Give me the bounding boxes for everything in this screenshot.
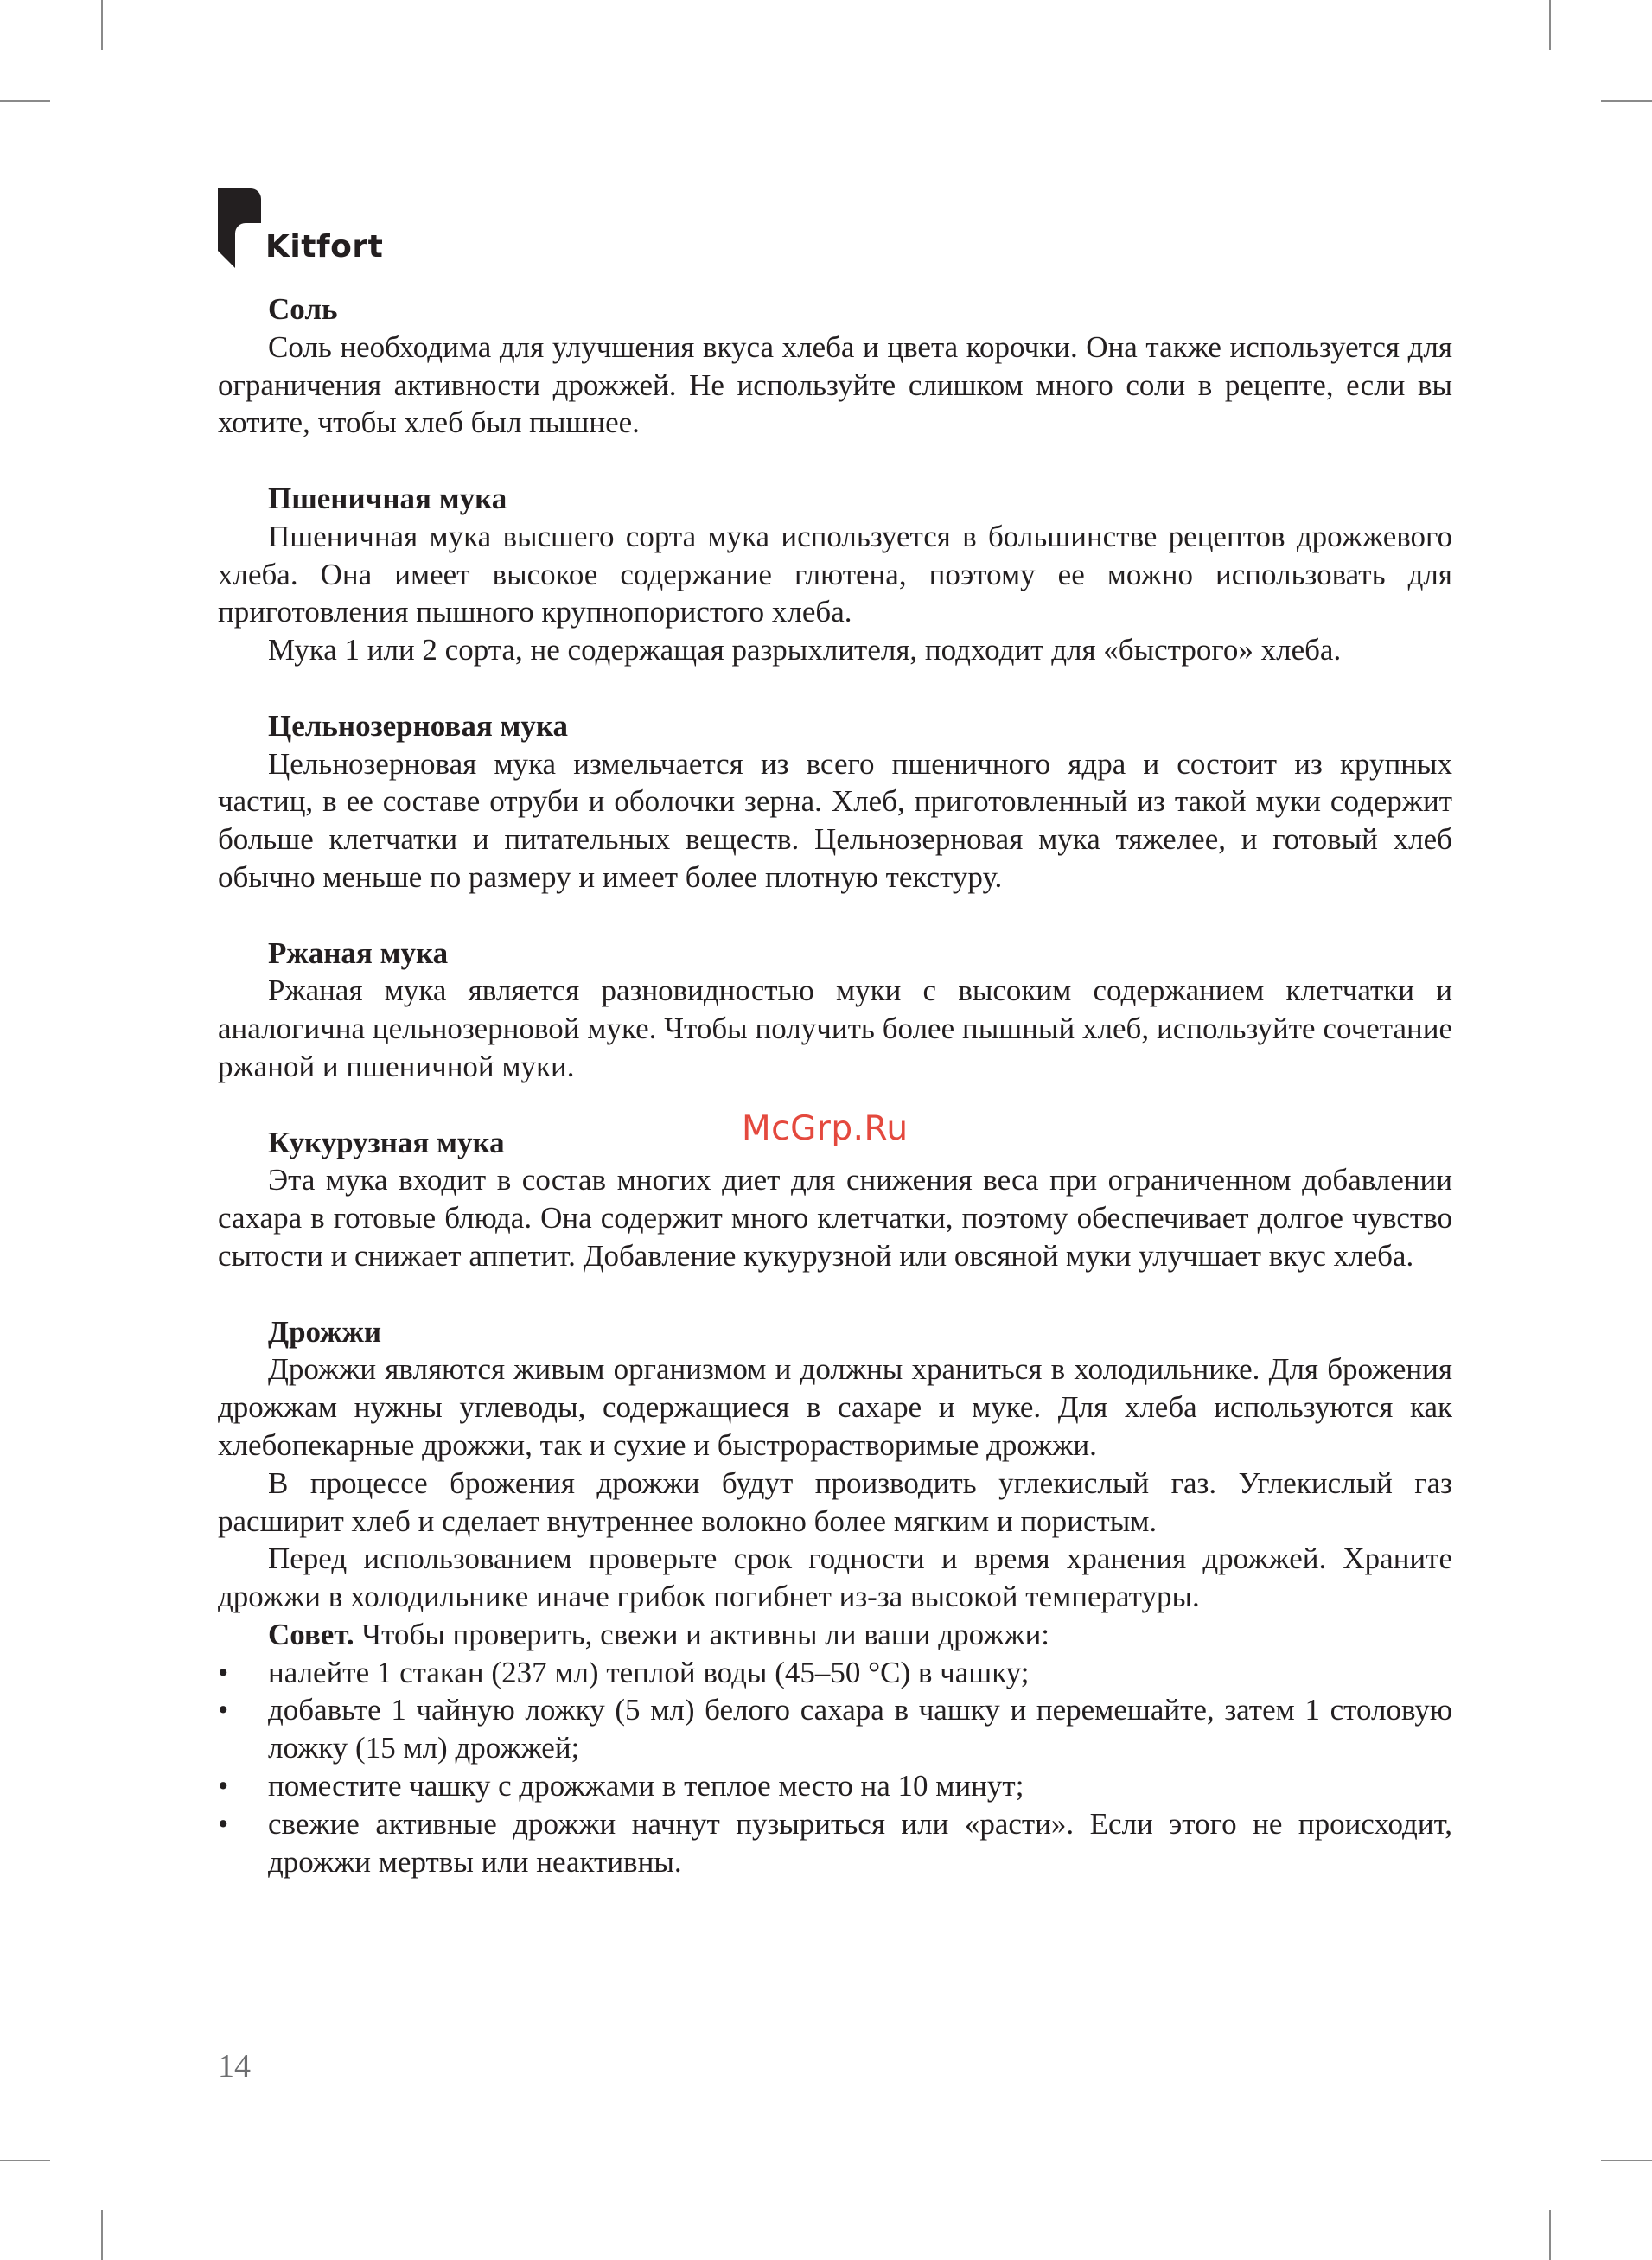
paragraph: Цельнозерновая мука измельчается из всего пшеничного ядра и состоит из крупных частиц, в ее составе отруби и оболочки зерна. Хлеб, приготовленный из такой муки содержит больше клетчатки и питательных веществ. Цельнозерновая мука тяжелее, и готовый хлеб обычно меньше по размеру и имеет более плотную текстуру. [218, 746, 1452, 894]
list-item-text: налейте 1 стакан (237 мл) теплой воды (45–50 °C) в чашку; [268, 1655, 1030, 1689]
section-title: Кукурузная мука [268, 1125, 505, 1159]
bullet-icon: • [218, 1655, 229, 1689]
section-title: Дрожжи [268, 1314, 382, 1349]
tip-label: Совет. [268, 1617, 354, 1651]
list-item [218, 1654, 1452, 1692]
section-title: Ржаная мука [268, 935, 449, 970]
list-item [218, 1691, 1452, 1767]
bullet-icon: • [218, 1806, 229, 1841]
list-item-text: поместите чашку с дрожжами в теплое место на 10 минут; [268, 1769, 1024, 1804]
bullet-icon: • [218, 1693, 229, 1727]
crop-mark [1549, 2210, 1551, 2260]
paragraph: Перед использованием проверьте срок годности и время хранения дрожжей. Храните дрожжи в холодильнике иначе грибок погибнет из-за высокой температуры. [218, 1542, 1452, 1614]
section-wholegrain-flour [218, 707, 1452, 897]
section-rye-flour [218, 935, 1452, 1086]
section-yeast [218, 1313, 1452, 1881]
crop-mark [101, 2210, 103, 2260]
yeast-check-list [218, 1654, 1452, 1881]
crop-mark [1601, 100, 1652, 102]
kitfort-mark-icon [218, 188, 261, 268]
list-item [218, 1767, 1452, 1805]
section-title: Соль [268, 292, 338, 326]
paragraph: Эта мука входит в состав многих диет для снижения веса при ограниченном добавлении сахара в готовые блюда. Она содержит много клетчатки, поэтому обеспечивает долгое чувство сытости и снижает аппетит. Добавление кукурузной или овсяной муки улучшает вкус хлеба. [218, 1163, 1452, 1273]
paragraph: Дрожжи являются живым организмом и должны храниться в холодильнике. Для брожения дрожжам нужны углеводы, содержащиеся в сахаре и муке. Для хлеба используются как хлебопекарные дрожжи, так и сухие и быстрорастворимые дрожжи. [218, 1352, 1452, 1462]
page-number: 14 [218, 2048, 251, 2084]
section-salt [218, 290, 1452, 442]
crop-mark [0, 100, 50, 102]
crop-mark [0, 2160, 50, 2161]
section-title: Цельнозерновая мука [268, 708, 568, 743]
crop-mark [1549, 0, 1551, 50]
brand-name: Kitfort [265, 229, 384, 265]
crop-mark [101, 0, 103, 50]
paragraph: Соль необходима для улучшения вкуса хлеба и цвета корочки. Она также используется для ограничения активности дрожжей. Не используйте слишком много соли в рецепте, если вы хотите, чтобы хлеб был пышнее. [218, 329, 1452, 440]
bullet-icon: • [218, 1769, 229, 1804]
section-wheat-flour [218, 480, 1452, 669]
list-item [218, 1805, 1452, 1881]
paragraph: Ржаная мука является разновидностью муки с высоким содержанием клетчатки и аналогична цельнозерновой муке. Чтобы получить более пышный хлеб, используйте сочетание ржаной и пшеничной муки. [218, 974, 1452, 1083]
tip-text: Чтобы проверить, свежи и активны ли ваши дрожжи: [354, 1617, 1050, 1651]
watermark: McGrp.Ru [742, 1109, 909, 1148]
paragraph: Пшеничная мука высшего сорта мука используется в большинстве рецептов дрожжевого хлеба. Она имеет высокое содержание глютена, поэтому ее можно использовать для приготовления пышного крупнопористого хлеба. [218, 519, 1452, 629]
page-content [218, 290, 1452, 1880]
list-item-text: добавьте 1 чайную ложку (5 мл) белого сахара в чашку и перемешайте, затем 1 столовую ложку (15 мл) дрожжей; [268, 1693, 1452, 1765]
paragraph: Мука 1 или 2 сорта, не содержащая разрыхлителя, подходит для «быстрого» хлеба. [268, 633, 1342, 667]
brand-logo [218, 188, 391, 271]
crop-mark [1601, 2160, 1652, 2161]
tip-paragraph [218, 1616, 1452, 1654]
list-item-text: свежие активные дрожжи начнут пузыриться или «расти». Если этого не происходит, дрожжи мертвы или неактивны. [268, 1806, 1452, 1879]
paragraph: В процессе брожения дрожжи будут производить углекислый газ. Углекислый газ расширит хлеб и сделает внутреннее волокно более мягким и пористым. [218, 1465, 1452, 1538]
section-title: Пшеничная мука [268, 481, 507, 515]
